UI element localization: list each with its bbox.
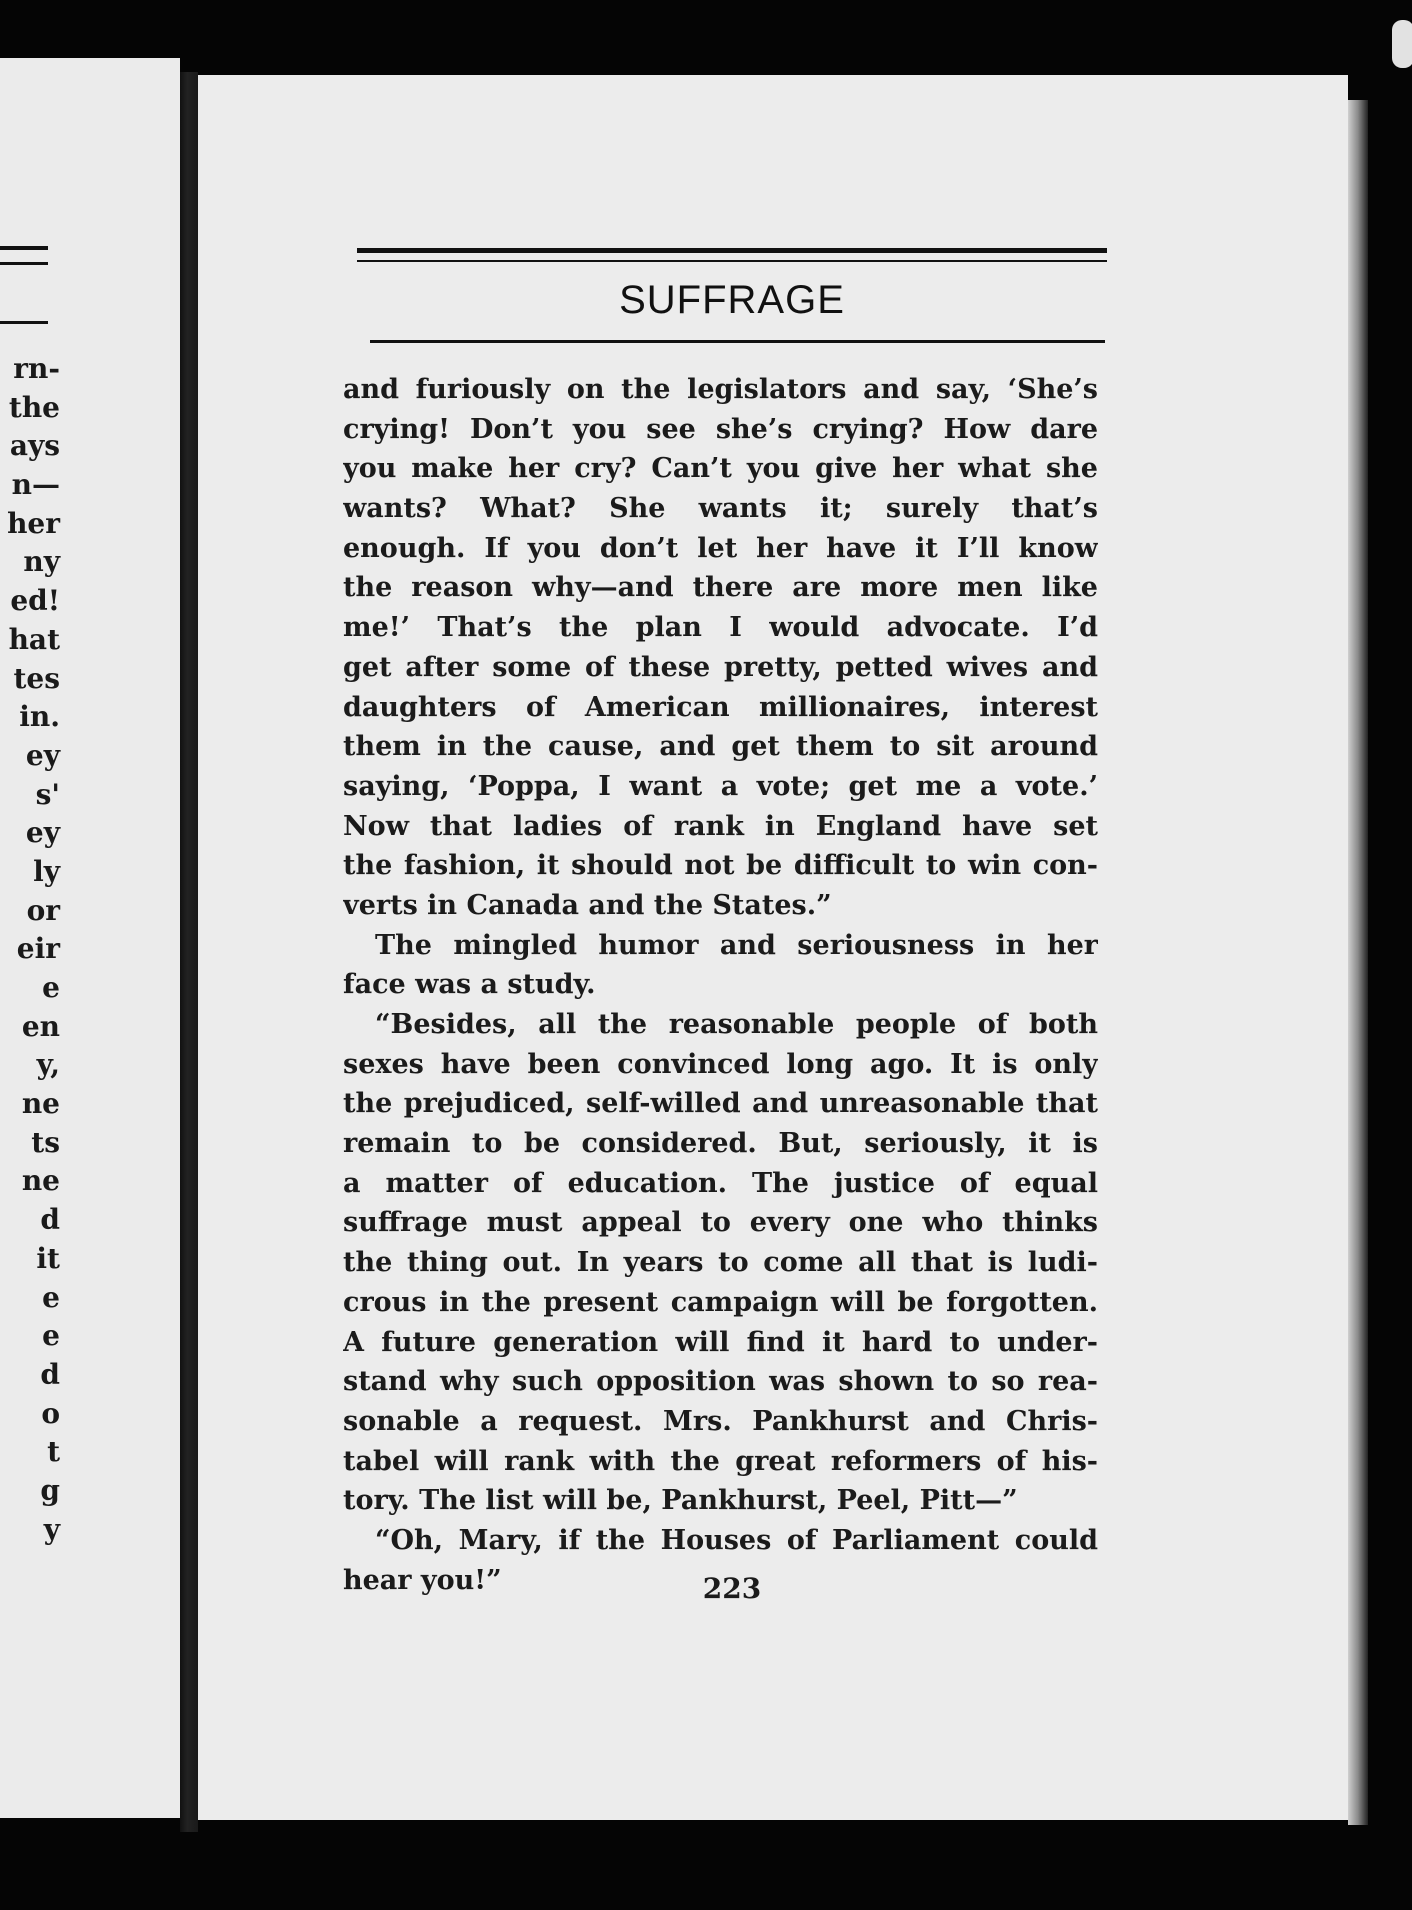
- text-line: tory. The list will be, Pankhurst, Peel, Pitt—”: [343, 1485, 1018, 1517]
- text-line: and furiously on the legislators and say, ‘She’s: [343, 374, 1098, 405]
- text-line: suffrage must appeal to every one who thinks: [343, 1207, 1098, 1239]
- left-page-fragment: s': [35, 777, 60, 811]
- left-page-fragment: y: [43, 1512, 60, 1546]
- left-page-fragment: ly: [33, 854, 60, 888]
- left-page-fragment: ny: [23, 545, 60, 579]
- left-page-fragment: it: [36, 1241, 60, 1275]
- left-page-fragment: en: [21, 1009, 60, 1043]
- page-number: 223: [702, 1572, 762, 1605]
- text-line: wants? What? She wants it; surely that’s: [343, 493, 1098, 525]
- left-page-fragment: d: [40, 1203, 60, 1237]
- left-page-fragment: e: [42, 971, 60, 1004]
- header-rule-bottom: [370, 340, 1105, 343]
- left-facing-page: [0, 58, 180, 1818]
- text-line: the prejudiced, self-willed and unreasonable that: [343, 1088, 1098, 1120]
- text-line: daughters of American millionaires, interest: [343, 691, 1098, 723]
- left-page-fragment: g: [40, 1473, 60, 1507]
- left-page-fragment: ays: [9, 429, 60, 463]
- left-page-text-fragments: [0, 350, 60, 1549]
- left-page-fragment: the: [8, 390, 60, 424]
- text-line: sexes have been convinced long ago. It is only: [343, 1048, 1098, 1080]
- header-rule-thin: [357, 260, 1107, 262]
- book-spine: [180, 72, 198, 1832]
- left-header-double-rule: [0, 246, 48, 265]
- text-line: them in the cause, and get them to sit around: [343, 731, 1098, 763]
- text-line: face was a study.: [343, 969, 596, 1001]
- text-line: crous in the present campaign will be forgotten.: [343, 1286, 1098, 1318]
- text-line: you make her cry? Can’t you give her what she: [343, 453, 1098, 485]
- text-line: A future generation will find it hard to under-: [343, 1326, 1098, 1358]
- left-page-fragment: e: [42, 1319, 60, 1353]
- text-line: tabel will rank with the great reformers of his-: [343, 1445, 1098, 1477]
- left-page-fragment: n—: [11, 468, 60, 502]
- text-line: “Besides, all the reasonable people of both: [375, 1009, 1098, 1040]
- left-page-fragment: tes: [13, 661, 60, 695]
- text-line: stand why such opposition was shown to so rea-: [343, 1366, 1098, 1398]
- left-page-fragment: o: [41, 1396, 60, 1430]
- header-rule-thick: [357, 248, 1107, 253]
- left-page-fragment: ts: [31, 1125, 60, 1159]
- left-page-fragment: ne: [21, 1087, 60, 1121]
- left-page-fragment: e: [42, 1280, 60, 1314]
- running-head: SUFFRAGE: [619, 278, 845, 322]
- left-page-fragment: ed!: [10, 584, 60, 618]
- text-line: sonable a request. Mrs. Pankhurst and Chris-: [343, 1405, 1098, 1437]
- text-line: me!’ That’s the plan I would advocate. I’d: [343, 612, 1098, 644]
- text-line: enough. If you don’t let her have it I’ll know: [343, 532, 1098, 564]
- left-page-fragment: d: [40, 1357, 60, 1391]
- left-page-fragment: ey: [25, 816, 60, 850]
- scan-artifact: [1392, 20, 1412, 68]
- left-page-fragment: in.: [19, 700, 60, 734]
- text-line: crying! Don’t you see she’s crying? How dare: [343, 413, 1098, 445]
- left-page-fragment: eir: [16, 932, 60, 966]
- text-line: get after some of these pretty, petted wives and: [343, 651, 1098, 683]
- text-line: Now that ladies of rank in England have set: [343, 810, 1098, 842]
- text-line: verts in Canada and the States.”: [343, 889, 832, 921]
- page-edge-shadow: [1348, 100, 1368, 1825]
- left-page-fragment: her: [7, 506, 60, 540]
- left-page-fragment: t: [47, 1435, 60, 1469]
- text-line: The mingled humor and seriousness in her: [375, 929, 1098, 961]
- text-line: hear you!”: [343, 1564, 502, 1596]
- text-line: a matter of education. The justice of equal: [343, 1167, 1098, 1199]
- text-line: the fashion, it should not be difficult to win con-: [343, 850, 1098, 882]
- text-line: saying, ‘Poppa, I want a vote; get me a vote.’: [343, 770, 1098, 802]
- text-line: the reason why—and there are more men like: [343, 572, 1098, 604]
- text-line: remain to be considered. But, seriously, it is: [343, 1128, 1098, 1160]
- text-line: the thing out. In years to come all that is ludi-: [343, 1247, 1098, 1279]
- left-page-fragment: rn-: [13, 352, 60, 385]
- body-text: [343, 370, 1098, 1600]
- text-line: “Oh, Mary, if the Houses of Parliament could: [375, 1524, 1098, 1556]
- left-page-fragment: y,: [36, 1048, 60, 1082]
- left-header-rule: [0, 321, 48, 324]
- left-page-fragment: or: [26, 893, 60, 927]
- left-page-fragment: hat: [8, 622, 60, 656]
- left-page-fragment: ne: [21, 1164, 60, 1198]
- left-page-fragment: ey: [25, 738, 60, 772]
